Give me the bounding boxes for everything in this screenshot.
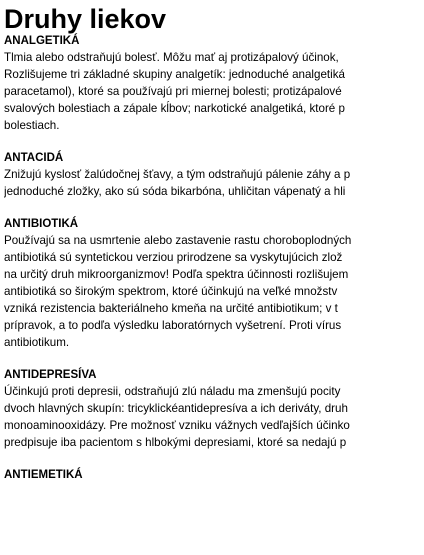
paragraph-line: antibiotiká so širokým spektrom, ktoré účinkujú na veľké množstv [4,285,338,298]
paragraph-line: Znižujú kyslosť žalúdočnej šťavy, a tým odstraňujú pálenie záhy a p [4,168,351,181]
section-heading: ANALGETIKÁ [4,35,80,47]
paragraph-spacer [4,134,424,151]
paragraph-line: Používajú sa na usmrtenie alebo zastavenie rastu choroboplodných [4,234,352,247]
paragraph-line: svalových bolestiach a zápale kĺbov; narkotické analgetiká, ktoré p [4,102,345,115]
paragraph-line: monoaminooxidázy. Pre možnosť vzniku vážnych vedľajších účinko [4,419,350,432]
paragraph-line: bolestiach. [4,119,60,132]
paragraph-line: paracetamol), ktoré sa používajú pri miernej bolesti; protizápalové [4,85,342,98]
section-antidepresiva [4,368,424,468]
paragraph-line: vzniká rezistencia bakteriálneho kmeňa na určité antibiotikum; v t [4,302,338,315]
paragraph-spacer [4,200,424,217]
section-antiemetika [4,468,424,483]
paragraph-line: antibiotiká sú syntetickou verziou prirodzene sa vyskytujúcich zlož [4,251,343,264]
section-paragraph [4,383,424,451]
paragraph-line: na určitý druh mikroorganizmov! Podľa spektra účinnosti rozlišujem [4,268,349,281]
paragraph-line: antibiotikum. [4,336,70,349]
section-antacida [4,151,424,217]
section-analgetika [4,34,424,151]
section-paragraph [4,49,424,134]
section-heading: ANTACIDÁ [4,152,64,164]
paragraph-line: Rozlišujeme tri základné skupiny analgetík: jednoduché analgetiká [4,68,345,81]
paragraph-line: dvoch hlavných skupín: tricyklickéantidepresíva a ich deriváty, druh [4,402,348,415]
section-antibiotika [4,217,424,368]
paragraph-line: prípravok, a to podľa výsledku laboratórnych vyšetrení. Proti vírus [4,319,342,332]
document-title: Druhy liekov [4,4,167,34]
section-heading: ANTIDEPRESÍVA [4,369,97,381]
document-page [4,4,424,483]
paragraph-line: Účinkujú proti depresii, odstraňujú zlú náladu ma zmenšujú pocity [4,385,341,398]
section-heading: ANTIEMETIKÁ [4,469,83,481]
section-paragraph [4,232,424,351]
paragraph-spacer [4,351,424,368]
section-paragraph [4,166,424,200]
paragraph-line: jednoduché zložky, ako sú sóda bikarbóna, uhličitan vápenatý a hli [4,185,346,198]
paragraph-line: predpisuje iba pacientom s hlbokými depresiami, ktoré sa nedajú p [4,436,347,449]
section-heading: ANTIBIOTIKÁ [4,218,79,230]
paragraph-spacer [4,451,424,468]
paragraph-line: Tlmia alebo odstraňujú bolesť. Môžu mať aj protizápalový účinok, [4,51,339,64]
